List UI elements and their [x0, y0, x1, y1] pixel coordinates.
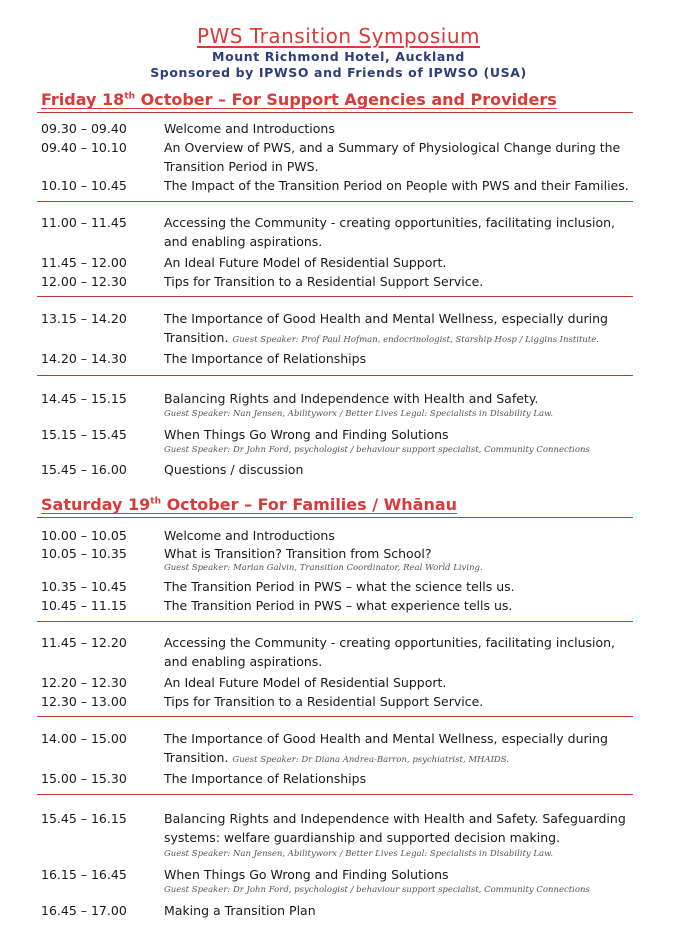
session-title: The Transition Period in PWS – what experience tells us. — [164, 598, 513, 613]
session-title: Tips for Transition to a Residential Support Service. — [164, 694, 484, 709]
session-time: 10.10 – 10.45 — [41, 178, 127, 193]
guest-speaker: Guest Speaker: Nan Jensen, Abilityworx / Better Lives Legal: Specialists in Disability Law. — [164, 409, 554, 419]
session-title: The Importance of Good Health and Mental Wellness, especially during Transition. Guest Speaker: Dr Diana Andrea-Barron, psychiatrist, MHAIDS. — [164, 731, 608, 765]
session-time: 12.00 – 12.30 — [41, 274, 127, 289]
session-title: Accessing the Community - creating opportunities, facilitating inclusion, and enabling aspirations. — [164, 635, 616, 669]
session-time: 15.45 – 16.15 — [41, 811, 127, 826]
session-title: Welcome and Introductions — [164, 528, 335, 543]
session-title: The Impact of the Transition Period on People with PWS and their Families. — [164, 178, 629, 193]
venue-line: Mount Richmond Hotel, Auckland — [212, 49, 465, 64]
session-time: 14.45 – 15.15 — [41, 391, 127, 406]
divider — [37, 375, 633, 376]
page-title: PWS Transition Symposium — [196, 24, 481, 48]
session-time: 11.45 – 12.20 — [41, 635, 127, 650]
session-title: The Importance of Good Health and Mental Wellness, especially during Transition. Guest Speaker: Prof Paul Hofman, endocrinologist, Starship Hosp / Liggins Institute. — [164, 311, 608, 345]
guest-speaker: Guest Speaker: Dr Diana Andrea-Barron, psychiatrist, MHAIDS. — [232, 755, 509, 765]
session-title: An Ideal Future Model of Residential Support. — [164, 255, 447, 270]
session-title: Questions / discussion — [164, 462, 304, 477]
divider — [37, 716, 633, 717]
saturday-heading: Saturday 19th October – For Families / Whānau — [41, 495, 458, 514]
session-title: Accessing the Community - creating opportunities, facilitating inclusion, and enabling aspirations. — [164, 215, 616, 249]
session-title: An Overview of PWS, and a Summary of Physiological Change during the Transition Period in PWS. — [164, 140, 621, 174]
session-time: 10.45 – 11.15 — [41, 598, 127, 613]
session-title: When Things Go Wrong and Finding Solutions — [164, 867, 449, 882]
session-title: Welcome and Introductions — [164, 121, 335, 136]
guest-speaker: Guest Speaker: Marian Galvin, Transition Coordinator, Real World Living. — [164, 563, 483, 573]
session-time: 10.00 – 10.05 — [41, 528, 127, 543]
session-title: When Things Go Wrong and Finding Solutions — [164, 427, 449, 442]
session-title: Making a Transition Plan — [164, 903, 316, 918]
session-time: 10.35 – 10.45 — [41, 579, 127, 594]
session-title: The Transition Period in PWS – what the science tells us. — [164, 579, 515, 594]
session-time: 15.15 – 15.45 — [41, 427, 127, 442]
sponsor-line: Sponsored by IPWSO and Friends of IPWSO (USA) — [150, 65, 527, 80]
divider — [37, 517, 633, 518]
guest-speaker: Guest Speaker: Dr John Ford, psychologist / behaviour support specialist, Community Connections — [164, 445, 590, 455]
session-time: 15.00 – 15.30 — [41, 771, 127, 786]
session-title: Balancing Rights and Independence with Health and Safety. Safeguarding systems: welfare guardianship and supported decision making. — [164, 811, 626, 845]
session-time: 16.15 – 16.45 — [41, 867, 127, 882]
session-time: 13.15 – 14.20 — [41, 311, 127, 326]
divider — [37, 794, 633, 795]
guest-speaker: Guest Speaker: Nan Jensen, Abilityworx / Better Lives Legal: Specialists in Disability Law. — [164, 849, 554, 859]
session-time: 11.45 – 12.00 — [41, 255, 127, 270]
guest-speaker: Guest Speaker: Prof Paul Hofman, endocrinologist, Starship Hosp / Liggins Institute. — [232, 335, 600, 345]
session-time: 09.30 – 09.40 — [41, 121, 127, 136]
guest-speaker: Guest Speaker: Dr John Ford, psychologist / behaviour support specialist, Community Connections — [164, 885, 590, 895]
session-time: 10.05 – 10.35 — [41, 546, 127, 561]
session-time: 09.40 – 10.10 — [41, 140, 127, 155]
session-time: 11.00 – 11.45 — [41, 215, 127, 230]
divider — [37, 296, 633, 297]
session-time: 14.20 – 14.30 — [41, 351, 127, 366]
session-title: The Importance of Relationships — [164, 771, 367, 786]
divider — [37, 621, 633, 622]
session-title: Tips for Transition to a Residential Support Service. — [164, 274, 484, 289]
session-title: Balancing Rights and Independence with Health and Safety. — [164, 391, 539, 406]
session-title: An Ideal Future Model of Residential Support. — [164, 675, 447, 690]
divider — [37, 112, 633, 113]
session-time: 16.45 – 17.00 — [41, 903, 127, 918]
session-time: 15.45 – 16.00 — [41, 462, 127, 477]
session-time: 14.00 – 15.00 — [41, 731, 127, 746]
session-title: What is Transition? Transition from School? — [164, 546, 432, 561]
divider — [37, 201, 633, 202]
session-title: The Importance of Relationships — [164, 351, 367, 366]
friday-heading: Friday 18th October – For Support Agencies and Providers — [41, 90, 557, 109]
session-time: 12.30 – 13.00 — [41, 694, 127, 709]
session-time: 12.20 – 12.30 — [41, 675, 127, 690]
